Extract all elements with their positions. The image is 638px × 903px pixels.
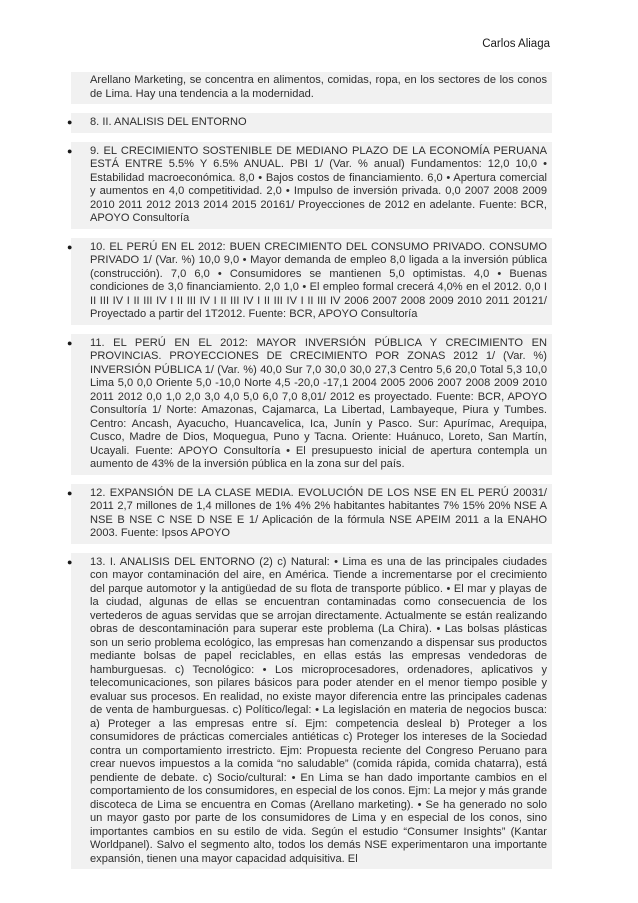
bullet-icon: ● [67, 241, 73, 252]
list-item-text: 8. II. ANALISIS DEL ENTORNO [90, 116, 247, 128]
document-body [67, 72, 552, 869]
intro-text: Arellano Marketing, se concentra en alimentos, comidas, ropa, en los sectores de los conos de Lima. Hay una tendencia a la modernidad. [90, 74, 547, 100]
bullet-icon: ● [67, 117, 73, 127]
list-item-text: 10. EL PERÚ EN EL 2012: BUEN CRECIMIENTO DEL CONSUMO PRIVADO. CONSUMO PRIVADO 1/ (Var. %) 10,0 9,0 • Mayor demanda de empleo 8,0 ligada a la inversión pública (construcción). 7,0 6,0 • Consumidores se mantienen 5,0 optimistas. 4,0 • Buenas condiciones de 3,0 financiamiento. 2,0 1,0 • El empleo formal crecerá 4,0% en el 2012. 0,0 I II III IV I II III IV I II III IV I II III IV I II III IV I II III IV 2006 2007 2008 2009 2010 2011 20121/ Proyectado a partir del 1T2012. Fuente: BCR, APOYO Consultoría [90, 240, 547, 320]
list-item-13 [67, 553, 552, 870]
list-item-text: 13. I. ANALISIS DEL ENTORNO (2) c) Natural: • Lima es una de las principales ciudades con mayor contaminación del aire, en América. Tiende a incrementarse por el crecimiento del parque automotor y la antigüedad de su flota de transporte público. • El mar y playas de la ciudad, algunas de ellas se encuentran contaminadas como consecuencia de los vertederos de aguas servidas que se arrojan directamente. Actualmente se están realizando obras de descontaminación para superar este problema (La Chira). • Las bolsas plásticas son un serio problema ecológico, las empresas han comenzando a dispensar sus productos mediante bolsas de papel reciclables, en ellas estás las empresas vendedoras de hamburguesas. c) Tecnológico: • Los microprocesadores, ordenadores, aplicativos y telecomunicaciones, son pilares básicos para poder atender en el menor tiempo posible y evaluar sus procesos. En realidad, no existe mayor diferencia entre las principales cadenas de venta de hamburguesas. c) Político/legal: • La legislación en materia de negocios busca: a) Proteger a las empresas entre sí. Ejm: competencia desleal b) Proteger a los consumidores de prácticas comerciales antiéticas c) Proteger los intereses de la Sociedad contra un comportamiento irrestricto. Ejm: Propuesta reciente del Congreso Peruano para crear nuevos impuestos a la comida “no saludable” (comida rápida, comida chatarra), está pendiente de debate. c) Socio/cultural: • En Lima se han dado importante cambios en el comportamiento de los consumidores, en especial de los conos. Ejm: La mejor y más grande discoteca de Lima se encuentra en Comas (Arellano marketing). • Se ha generado no solo un mayor gasto por parte de los consumidores de Lima y en especial de los conos, sino importantes cambios en su estilo de vida. Según el estudio “Consumer Insights” (Kantar Worldpanel). Salvo el segmento alto, todos los demás NSE experimentaron una importante expansión, tienen una mayor capacidad adquisitiva. El [90, 555, 547, 865]
intro-paragraph [71, 72, 552, 104]
list-item-8 [67, 113, 552, 133]
list-item-11 [67, 334, 552, 475]
list-item-text: 11. EL PERÚ EN EL 2012: MAYOR INVERSIÓN PÚBLICA Y CRECIMIENTO EN PROVINCIAS. PROYECCIONES DE CRECIMIENTO POR ZONAS 2012 1/ (Var. %) INVERSIÓN PÚBLICA 1/ (Var. %) 40,0 Sur 7,0 30,0 30,0 27,3 Centro 5,6 20,0 Total 5,3 10,0 Lima 5,0 0,0 Oriente 5,0 -10,0 Norte 4,5 -20,0 -17,1 2004 2005 2006 2007 2008 2009 2010 2011 2012 0,0 1,0 2,0 3,0 4,0 5,0 6,0 7,0 8,01/ 2012 es proyectado. Fuente: BCR, APOYO Consultoría 1/ Norte: Amazonas, Cajamarca, La Libertad, Lambayeque, Piura y Tumbes. Centro: Ancash, Ayacucho, Huancavelica, Ica, Junín y Pasco. Sur: Apurímac, Arequipa, Cusco, Madre de Dios, Moquegua, Puno y Tacna. Oriente: Huánuco, Loreto, San Martín, Ucayali. Fuente: APOYO Consultoría • El presupuesto inicial de apertura contempla un aumento de 43% de la inversión pública en la zona sur del país. [90, 336, 547, 470]
page-header-author: Carlos Aliaga [482, 38, 550, 50]
bullet-icon: ● [67, 556, 73, 567]
bullet-icon: ● [67, 487, 73, 498]
list-item-9 [67, 142, 552, 229]
list-item-12 [67, 484, 552, 544]
bullet-icon: ● [67, 145, 73, 156]
list-item-text: 12. EXPANSIÓN DE LA CLASE MEDIA. EVOLUCIÓN DE LOS NSE EN EL PERÚ 20031/ 2011 2,7 millones de 1,4 millones de 1% 4% 2% habitantes habitantes 7% 15% 20% NSE A NSE B NSE C NSE D NSE E 1/ Aplicación de la fórmula NSE APEIM 2011 a la ENAHO 2003. Fuente: Ipsos APOYO [90, 486, 547, 539]
bullet-icon: ● [67, 337, 73, 348]
list-item-10 [67, 238, 552, 325]
list-item-text: 9. EL CRECIMIENTO SOSTENIBLE DE MEDIANO PLAZO DE LA ECONOMÍA PERUANA ESTÁ ENTRE 5.5% Y 6.5% ANUAL. PBI 1/ (Var. % anual) Fundamentos: 12,0 10,0 • Estabilidad macroeconómica. 8,0 • Bajos costos de financiamiento. 6,0 • Apertura comercial y aumentos en 4,0 competitividad. 2,0 • Impulso de inversión privada. 0,0 2007 2008 2009 2010 2011 2012 2013 2014 2015 20161/ Proyecciones de 2012 en adelante. Fuente: BCR, APOYO Consultoría [90, 144, 547, 224]
